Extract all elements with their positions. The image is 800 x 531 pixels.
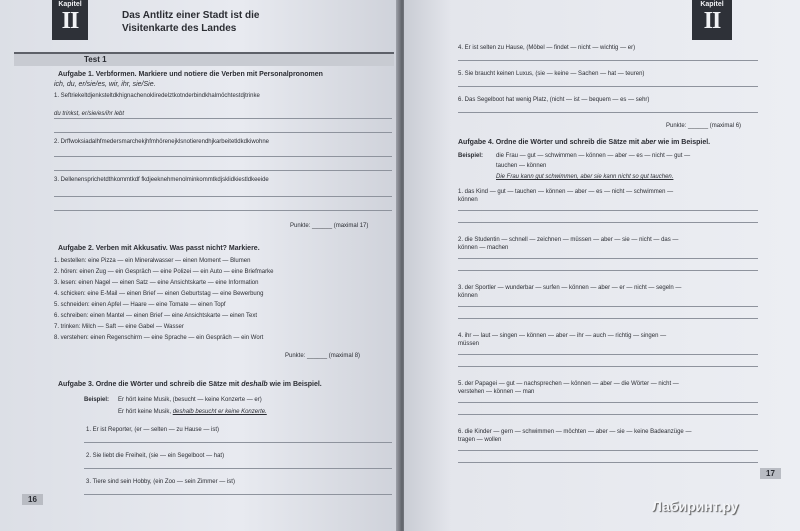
task-4-item-line: 6. die Kinder — gern — schwimmen — möchten — aber — sie — keine Badeanzüge — (458, 429, 692, 435)
answer-line (458, 112, 758, 113)
task-4-item-line: 1. das Kind — gut — tauchen — können — aber — es — nicht — schwimmen — (458, 189, 674, 195)
answer-line (54, 210, 392, 211)
task-4-item (458, 188, 758, 236)
task-4-item-line: tragen — wollen (458, 437, 502, 443)
task-1-item-3: 3. Dellenensprichetdthkommtkdf fkdjeeknehmenolminkommtkdjsklidkiestldkeeide (54, 177, 269, 183)
task-1-item-1: 1. Seftriekeltdjenksteltdkhignachenokliredelztkotnderbindkhalmöchtestdjtrinke (54, 93, 260, 99)
task-1-item-1-answer: du trinkst, er/sie/es/ihr lebt (54, 111, 125, 117)
answer-line (54, 118, 392, 119)
task-4-item (458, 284, 758, 332)
task-4-item-line: können (458, 293, 478, 299)
answer-line (458, 414, 758, 415)
answer-line (54, 132, 392, 133)
chapter-title-line-1: Das Antlitz einer Stadt ist die (122, 10, 260, 21)
answer-line (458, 462, 758, 463)
task-4-item-line: können — machen (458, 245, 509, 251)
answer-line (54, 156, 392, 157)
answer-line (458, 306, 758, 307)
task-4-item-line: verstehen — können — man (458, 389, 535, 395)
task-1-pronouns: ich, du, er/sie/es, wir, ihr, sie/Sie. (54, 81, 156, 88)
task-4-title-end: wie im Beispiel. (657, 139, 711, 146)
task-3-title-end: wie im Beispiel. (269, 381, 322, 388)
page-number-left: 16 (22, 494, 43, 505)
task-2-item: 5. schneiden: einen Apfel — Haare — eine Tomate — einen Topf (54, 302, 226, 308)
answer-line (54, 170, 392, 171)
chapter-title-line-2: Visitenkarte des Landes (122, 23, 237, 34)
answer-line (54, 196, 392, 197)
answer-line (458, 366, 758, 367)
chapter-number-right: II (703, 8, 721, 34)
task-4-item-line: 5. der Papagei — gut — nachsprechen — können — aber — die Wörter — nicht — (458, 381, 679, 387)
answer-line (84, 468, 392, 469)
task-3-item-1: 1. Er ist Reporter, (er — selten — zu Hause — ist) (86, 427, 220, 433)
answer-line (458, 210, 758, 211)
task-4-example-answer: Die Frau kann gut schwimmen, aber sie kann nicht so gut tauchen. (496, 174, 674, 180)
answer-line (458, 270, 758, 271)
task-1-item-2: 2. Drffwoksiadalhfmedersmarchekjhfmhörenejklsnotierendhjkarbeitetldkdkiwohne (54, 139, 269, 145)
chapter-number: II (61, 8, 79, 34)
task-2-item: 1. bestellen: eine Pizza — ein Mineralwasser — einen Moment — Blumen (54, 258, 251, 264)
task-4-item (458, 236, 758, 284)
task-4-item-line: 4. ihr — laut — singen — können — aber — ihr — auch — richtig — singen — (458, 333, 667, 339)
answer-line (84, 494, 392, 495)
task-3-item-3: 3. Tiere sind sein Hobby, (ein Zoo — sein Zimmer — ist) (86, 479, 235, 485)
task-4-example-1: die Frau — gut — schwimmen — können — aber — es — nicht — gut — (496, 153, 691, 159)
task-4-example-label: Beispiel: (458, 153, 484, 159)
task-3-item-5: 5. Sie braucht keinen Luxus, (sie — keine — Sachen — hat — teuren) (458, 71, 645, 77)
task-4-example-2: tauchen — können (496, 163, 547, 169)
task-1-points: Punkte: ______ (maximal 17) (290, 223, 369, 229)
task-4-keyword: aber (641, 139, 657, 146)
chapter-badge-right (692, 0, 732, 40)
task-3-example-2-answer: deshalb besucht er keine Konzerte. (172, 409, 267, 415)
task-2-item: 4. schicken: eine E-Mail — einen Brief — einen Geburtstag — eine Bewerbung (54, 291, 264, 297)
task-3-item-2: 2. Sie liebt die Freiheit, (sie — ein Segelboot — hat) (86, 453, 225, 459)
task-4-item-line: 2. die Studentin — schnell — zeichnen — müssen — aber — sie — nicht — das — (458, 237, 679, 243)
task-2-item: 8. verstehen: einen Regenschirm — eine Sprache — ein Gespräch — ein Wort (54, 335, 264, 341)
page-number-right: 17 (760, 468, 781, 479)
task-3-item-4: 4. Er ist selten zu Hause, (Möbel — findet — nicht — wichtig — er) (458, 45, 636, 51)
task-3-example-1: Er hört keine Musik, (besucht — keine Konzerte — er) (118, 397, 262, 403)
task-4-item (458, 332, 758, 380)
task-4-item-line: 3. der Sportler — wunderbar — surfen — können — aber — er — nicht — segeln — (458, 285, 682, 291)
task-3-example-2 (118, 408, 267, 416)
task-4-item-line: können (458, 197, 478, 203)
task-2-item: 3. lesen: einen Nagel — einen Satz — eine Ansichtskarte — eine Information (54, 280, 259, 286)
task-2-item: 7. trinken: Milch — Saft — eine Gabel — Wasser (54, 324, 184, 330)
answer-line (458, 258, 758, 259)
task-2-item: 2. hören: einen Zug — ein Gespräch — eine Polizei — ein Auto — eine Briefmarke (54, 269, 274, 275)
task-1-title: Aufgabe 1. Verbformen. Markiere und notiere die Verben mit Personalpronomen (58, 71, 323, 78)
task-3-title (58, 380, 322, 389)
answer-line (84, 442, 392, 443)
test-header (14, 52, 394, 66)
task-3-keyword: deshalb (241, 381, 268, 388)
task-4-title-text: Aufgabe 4. Ordne die Wörter und schreib die Sätze mit (458, 139, 640, 146)
answer-line (458, 86, 758, 87)
chapter-label-right: Kapitel (700, 1, 724, 8)
watermark: Лабиринт.ру (652, 498, 739, 514)
task-4-item (458, 428, 758, 476)
answer-line (458, 318, 758, 319)
task-2-title: Aufgabe 2. Verben mit Akkusativ. Was passt nicht? Markiere. (58, 245, 260, 252)
task-4-item-line: müssen (458, 341, 480, 347)
answer-line (458, 450, 758, 451)
task-3-points-right: Punkte: ______ (maximal 6) (666, 123, 742, 129)
task-3-example-2-start: Er hört keine Musik, (118, 409, 172, 415)
task-4-item (458, 380, 758, 428)
task-2-list (54, 257, 392, 345)
right-page (404, 0, 800, 531)
test-label: Test 1 (84, 55, 107, 64)
task-2-points: Punkte: ______ (maximal 8) (285, 353, 361, 359)
task-4-title (458, 138, 710, 147)
answer-line (458, 222, 758, 223)
task-4-list (458, 188, 758, 476)
answer-line (458, 354, 758, 355)
chapter-label: Kapitel (58, 1, 82, 8)
answer-line (458, 402, 758, 403)
answer-line (458, 60, 758, 61)
chapter-badge (52, 0, 88, 40)
task-2-item: 6. schreiben: einen Mantel — einen Brief — eine Ansichtskarte — einen Text (54, 313, 258, 319)
task-3-item-6: 6. Das Segelboot hat wenig Platz, (nicht — ist — bequem — es — sehr) (458, 97, 650, 103)
task-3-title-text: Aufgabe 3. Ordne die Wörter und schreib die Sätze mit (58, 381, 240, 388)
task-3-example-label: Beispiel: (84, 397, 110, 403)
